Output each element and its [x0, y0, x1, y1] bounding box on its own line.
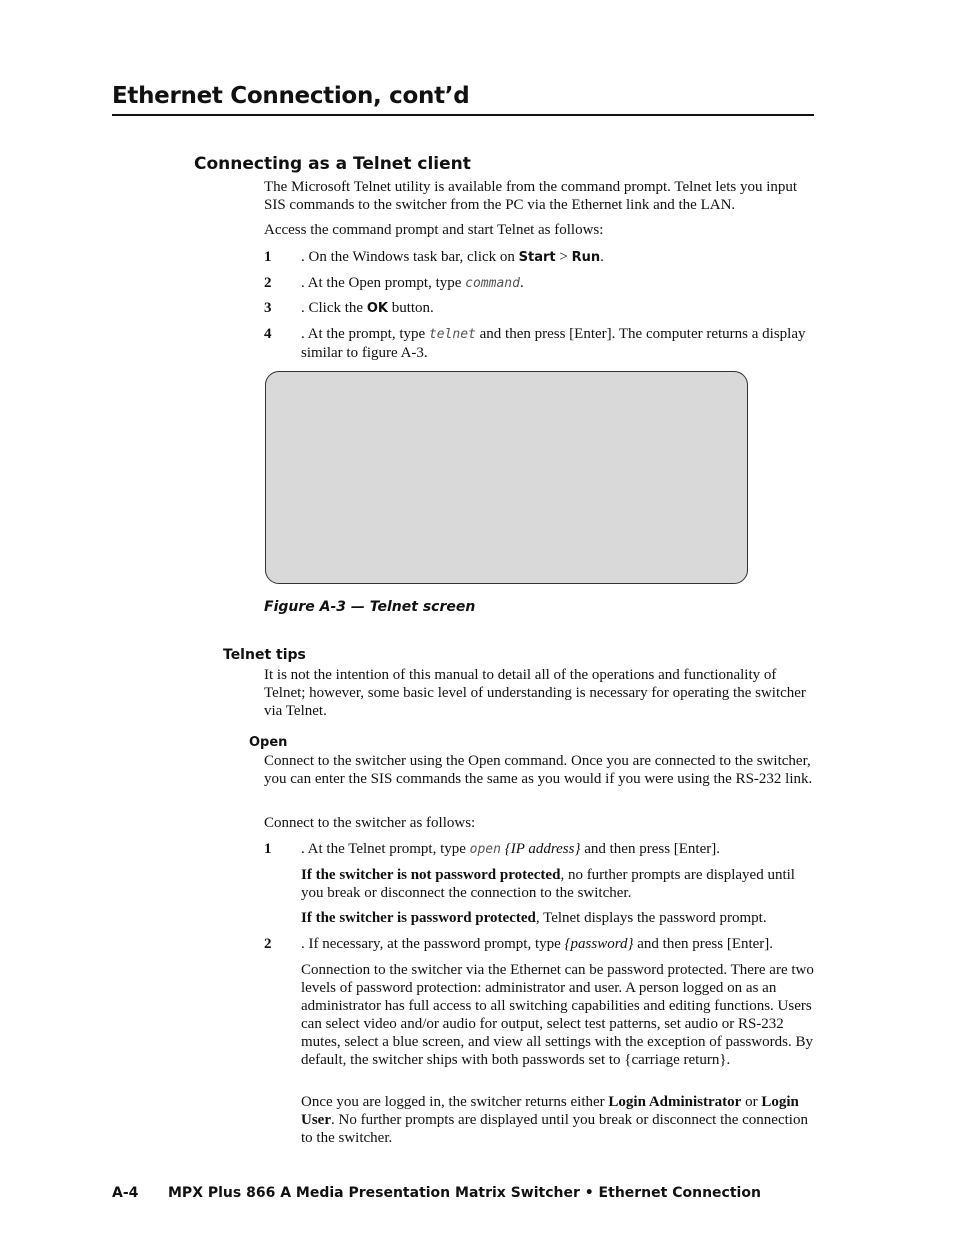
step-1: . On the Windows task bar, click on Start > Run. [301, 249, 604, 265]
open-step-2: . If necessary, at the password prompt, type {password} and then press [Enter]. [301, 936, 774, 952]
password-paragraph: Connection to the switcher via the Ethernet can be password protected. There are two levels of password protection: administrator and user. A person logged on as an administrator has full access to all switching capabilities and editing functions. Users can select video and/or audio for output, select test patterns, set audio or RS-232 mutes, select a blue screen, and view all settings with the exception of passwords. By default, the switcher ships with both passwords set to {carriage return}. [301, 962, 814, 1068]
telnet-screen-figure [265, 371, 748, 584]
connect-follows: Connect to the switcher as follows: [264, 815, 476, 831]
page-footer [112, 1185, 761, 1201]
step-number: 2 [264, 275, 272, 291]
telnet-tips-heading: Telnet tips [223, 647, 306, 663]
section-heading: Connecting as a Telnet client [194, 154, 471, 174]
open-paragraph: Connect to the switcher using the Open command. Once you are connected to the switcher, you can enter the SIS commands the same as you would if you were using the RS-232 link. [264, 753, 813, 787]
step-number: 1 [264, 249, 272, 265]
tips-paragraph: It is not the intention of this manual to detail all of the operations and functionality of Telnet; however, some basic level of understanding is necessary for operating the switcher via Telnet. [264, 667, 806, 719]
step-2: . At the Open prompt, type command. [301, 275, 524, 291]
intro-paragraph: The Microsoft Telnet utility is available from the command prompt. Telnet lets you input SIS commands to the switcher from the PC via the Ethernet link and the LAN. [264, 179, 798, 213]
protected-note: If the switcher is password protected, Telnet displays the password prompt. [301, 910, 767, 926]
open-heading: Open [249, 735, 288, 750]
footer-text: MPX Plus 866 A Media Presentation Matrix Switcher • Ethernet Connection [168, 1185, 761, 1201]
header-rule [112, 114, 814, 116]
step-3: . Click the OK button. [301, 300, 434, 316]
step-number: 3 [264, 300, 272, 316]
step-number: 2 [264, 936, 272, 952]
step-number: 4 [264, 326, 272, 342]
page-number: A-4 [112, 1185, 139, 1201]
step-4: . At the prompt, type telnet and then press [Enter]. The computer returns a display similar to figure A-3. [301, 326, 806, 361]
open-step-1: . At the Telnet prompt, type open {IP address} and then press [Enter]. [301, 841, 721, 857]
access-paragraph: Access the command prompt and start Telnet as follows: [264, 222, 604, 238]
login-paragraph: Once you are logged in, the switcher returns either Login Administrator or Login User. No further prompts are displayed until you break or disconnect the connection to the switcher. [301, 1094, 808, 1146]
step-number: 1 [264, 841, 272, 857]
figure-caption: Figure A-3 — Telnet screen [264, 599, 476, 615]
not-protected-note: If the switcher is not password protected, no further prompts are displayed until you break or disconnect the connection to the switcher. [301, 867, 795, 901]
page-title: Ethernet Connection, cont’d [112, 83, 470, 109]
